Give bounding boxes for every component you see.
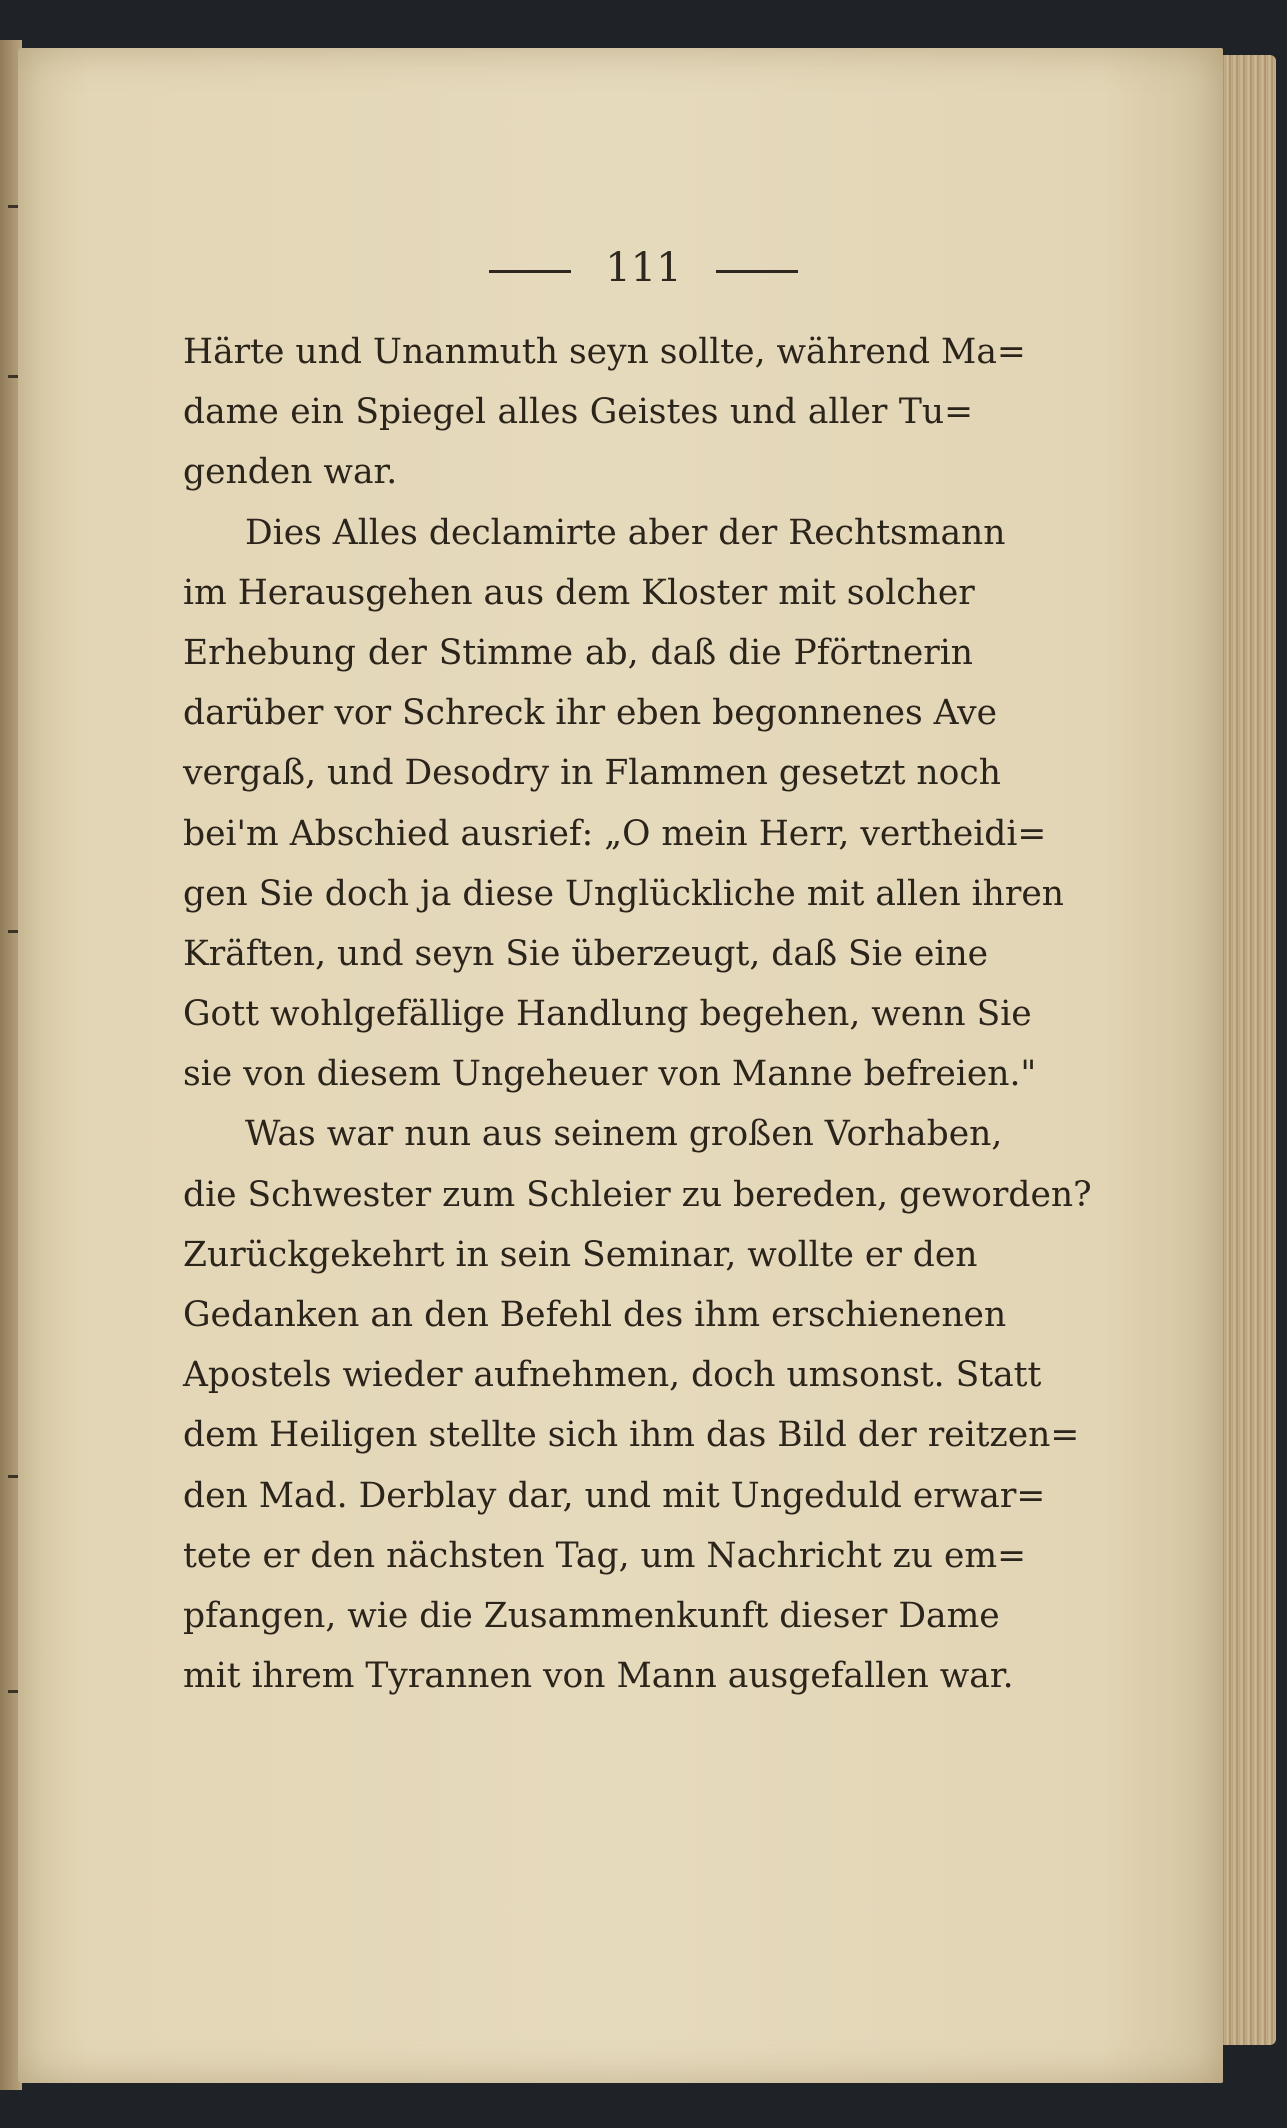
text-line: dame ein Spiegel alles Geistes und aller Tu= [183, 392, 973, 433]
text-line: im Herausgehen aus dem Kloster mit solcher [183, 572, 975, 613]
text-line: darüber vor Schreck ihr eben begonnenes Ave [183, 693, 998, 734]
text-line: Erhebung der Stimme ab, daß die Pförtnerin [183, 632, 973, 673]
text-line: den Mad. Derblay dar, und mit Ungeduld erwar= [183, 1475, 1046, 1516]
text-line: Gedanken an den Befehl des ihm erschienenen [183, 1295, 1007, 1335]
text-line: pfangen, wie die Zusammenkunft dieser Dame [183, 1595, 1000, 1636]
page-header [0, 245, 1287, 291]
text-line: Härte und Unanmuth seyn sollte, während Ma= [183, 332, 1026, 372]
text-line: die Schwester zum Schleier zu bereden, geworden? [183, 1174, 1092, 1215]
text-line: Zurückgekehrt in sein Seminar, wollte er den [183, 1234, 978, 1275]
text-line: Kräften, und seyn Sie überzeugt, daß Sie eine [183, 933, 989, 974]
text-line: Dies Alles declamirte aber der Rechtsmann [245, 512, 1006, 553]
body-text [183, 322, 1092, 1706]
header-rule-right [716, 270, 798, 273]
text-line: Apostels wieder aufnehmen, doch umsonst. Statt [183, 1355, 1042, 1396]
text-line: sie von diesem Ungeheuer von Manne befreien." [183, 1054, 1037, 1095]
text-line: dem Heiligen stellte sich ihm das Bild der reitzen= [183, 1415, 1080, 1456]
text-line: mit ihrem Tyrannen von Mann ausgefallen war. [183, 1656, 1014, 1697]
text-line: genden war. [183, 452, 398, 493]
text-line: Was war nun aus seinem großen Vorhaben, [245, 1114, 1003, 1155]
text-line: bei'm Abschied ausrief: „O mein Herr, vertheidi= [183, 813, 1047, 854]
page-number: 111 [605, 245, 682, 291]
text-line: Gott wohlgefällige Handlung begehen, wenn Sie [183, 994, 1032, 1035]
text-line: vergaß, und Desodry in Flammen gesetzt noch [183, 753, 1001, 794]
text-line: tete er den nächsten Tag, um Nachricht zu em= [183, 1535, 1027, 1576]
page-edges [1218, 55, 1276, 2045]
text-line: gen Sie doch ja diese Unglückliche mit allen ihren [183, 873, 1065, 914]
header-rule-left [489, 270, 571, 273]
